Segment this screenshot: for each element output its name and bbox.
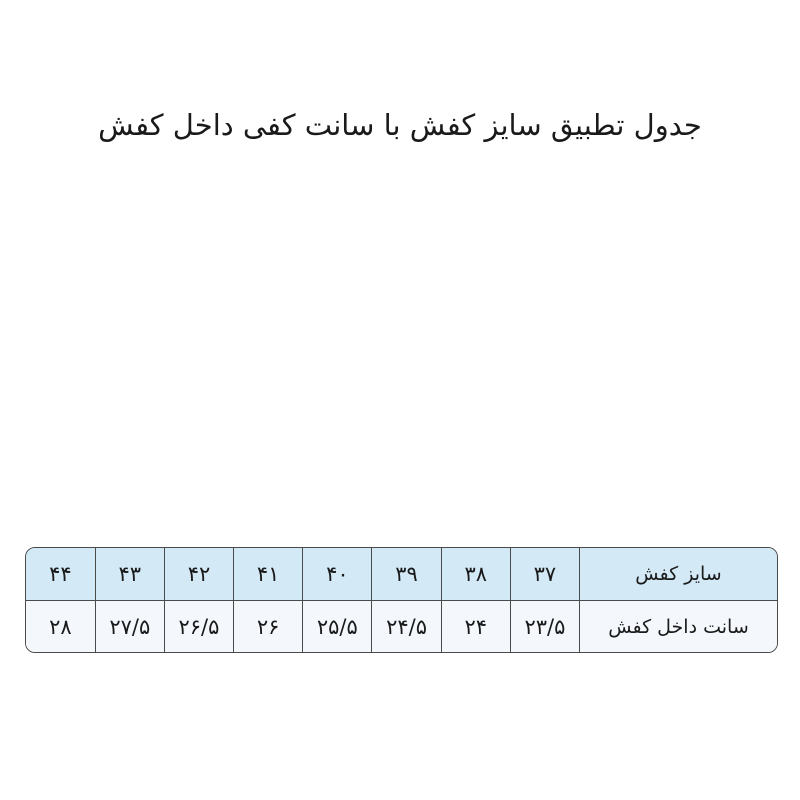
- page-title: جدول تطبیق سایز کفش با سانت کفی داخل کفش: [98, 108, 702, 142]
- table-cell: ۴۱: [234, 548, 303, 601]
- table-cell: ۲۴: [441, 601, 510, 654]
- table-cell: ۴۰: [303, 548, 372, 601]
- row-label-shoe-size: سایز کفش: [580, 548, 778, 601]
- table-cell: ۳۹: [372, 548, 441, 601]
- table-cell: ۴۳: [95, 548, 164, 601]
- table-cell: ۲۷/۵: [95, 601, 164, 654]
- table-cell: ۲۴/۵: [372, 601, 441, 654]
- size-table: [25, 547, 778, 653]
- table-cell: ۳۷: [510, 548, 579, 601]
- table-cell: ۲۶: [234, 601, 303, 654]
- table-cell: ۲۳/۵: [510, 601, 579, 654]
- table-cell: ۲۶/۵: [164, 601, 233, 654]
- row-label-inner-length: سانت داخل کفش: [580, 601, 778, 654]
- table-cell: ۲۸: [26, 601, 95, 654]
- table-cell: ۴۴: [26, 548, 95, 601]
- table-row-inner-length: [26, 601, 777, 654]
- size-chart-table: [26, 548, 777, 653]
- table-row-shoe-size: [26, 548, 777, 601]
- table-cell: ۳۸: [441, 548, 510, 601]
- table-cell: ۴۲: [164, 548, 233, 601]
- table-cell: ۲۵/۵: [303, 601, 372, 654]
